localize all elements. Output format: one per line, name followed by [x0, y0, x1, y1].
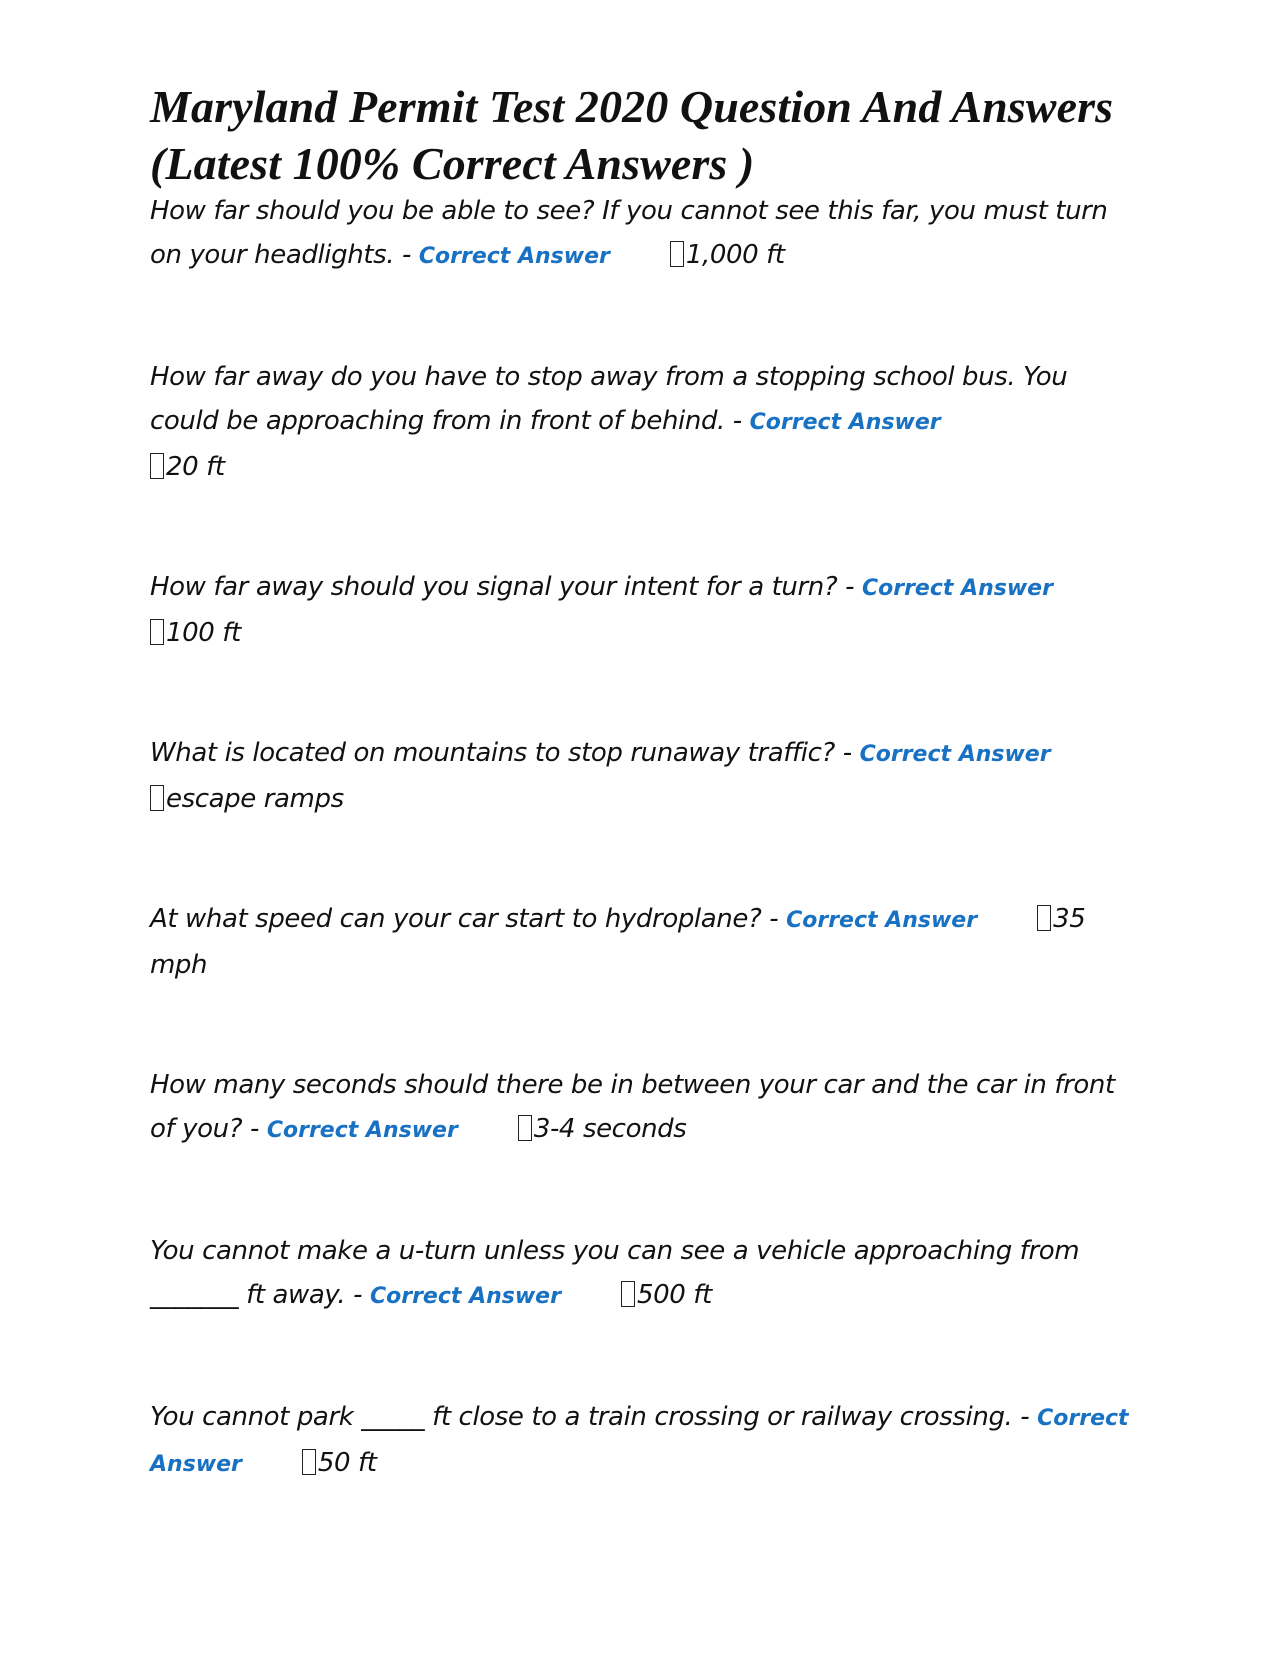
correct-answer-label: Correct Answer: [786, 908, 978, 933]
question-text: How far away do you have to stop away from a stopping school bus. You could be approaching from in front of behind. -: [150, 362, 1068, 436]
qa-item: [150, 1395, 1140, 1487]
checkbox-glyph-icon: [150, 619, 164, 645]
checkbox-glyph-icon: [518, 1115, 532, 1141]
answer-text: 500 ft: [636, 1280, 712, 1310]
answer-text: 100 ft: [166, 618, 241, 648]
answer-text: 1,000 ft: [685, 240, 785, 270]
question-text: You cannot park _____ ft close to a train crossing or railway crossing. -: [150, 1402, 1030, 1432]
correct-answer-label: Correct Answer: [861, 576, 1053, 601]
answer-text: 35 mph: [150, 904, 1086, 980]
answer-text: 3-4 seconds: [533, 1114, 687, 1144]
question-text: You cannot make a u-turn unless you can see a vehicle approaching from _______ ft away. -: [150, 1236, 1080, 1310]
question-text: How many seconds should there be in between your car and the car in front of you? -: [150, 1070, 1115, 1144]
qa-item: [150, 897, 1140, 987]
correct-answer-label: Correct Answer: [418, 244, 610, 269]
answer-text: 20 ft: [166, 452, 225, 482]
correct-answer-label: Correct Answer: [266, 1118, 458, 1143]
question-text: How far should you be able to see? If you cannot see this far, you must turn on your headlights. -: [150, 196, 1108, 270]
page-title: Maryland Permit Test 2020 Question And Answers (Latest 100% Correct Answers ): [150, 81, 1114, 189]
checkbox-glyph-icon: [150, 453, 164, 479]
question-text: How far away should you signal your intent for a turn? -: [150, 572, 855, 602]
qa-item: [150, 565, 1140, 655]
checkbox-glyph-icon: [670, 241, 684, 267]
qa-item: [150, 355, 1140, 489]
question-text: What is located on mountains to stop runaway traffic? -: [150, 738, 852, 768]
checkbox-glyph-icon: [621, 1281, 635, 1307]
qa-item: [150, 189, 1140, 279]
qa-item: [150, 1229, 1140, 1319]
checkbox-glyph-icon: [150, 785, 164, 811]
checkbox-glyph-icon: [1037, 905, 1051, 931]
document-page: [150, 78, 1140, 1487]
qa-item: [150, 731, 1140, 821]
answer-text: 50 ft: [317, 1448, 377, 1478]
correct-answer-label: Correct Answer: [859, 742, 1051, 767]
qa-item: [150, 1063, 1140, 1153]
checkbox-glyph-icon: [302, 1449, 316, 1475]
correct-answer-label: Correct Answer: [150, 1406, 1129, 1477]
correct-answer-label: Correct Answer: [369, 1284, 561, 1309]
answer-text: escape ramps: [166, 784, 344, 814]
question-text: At what speed can your car start to hydroplane? -: [150, 904, 779, 934]
correct-answer-label: Correct Answer: [749, 410, 941, 435]
